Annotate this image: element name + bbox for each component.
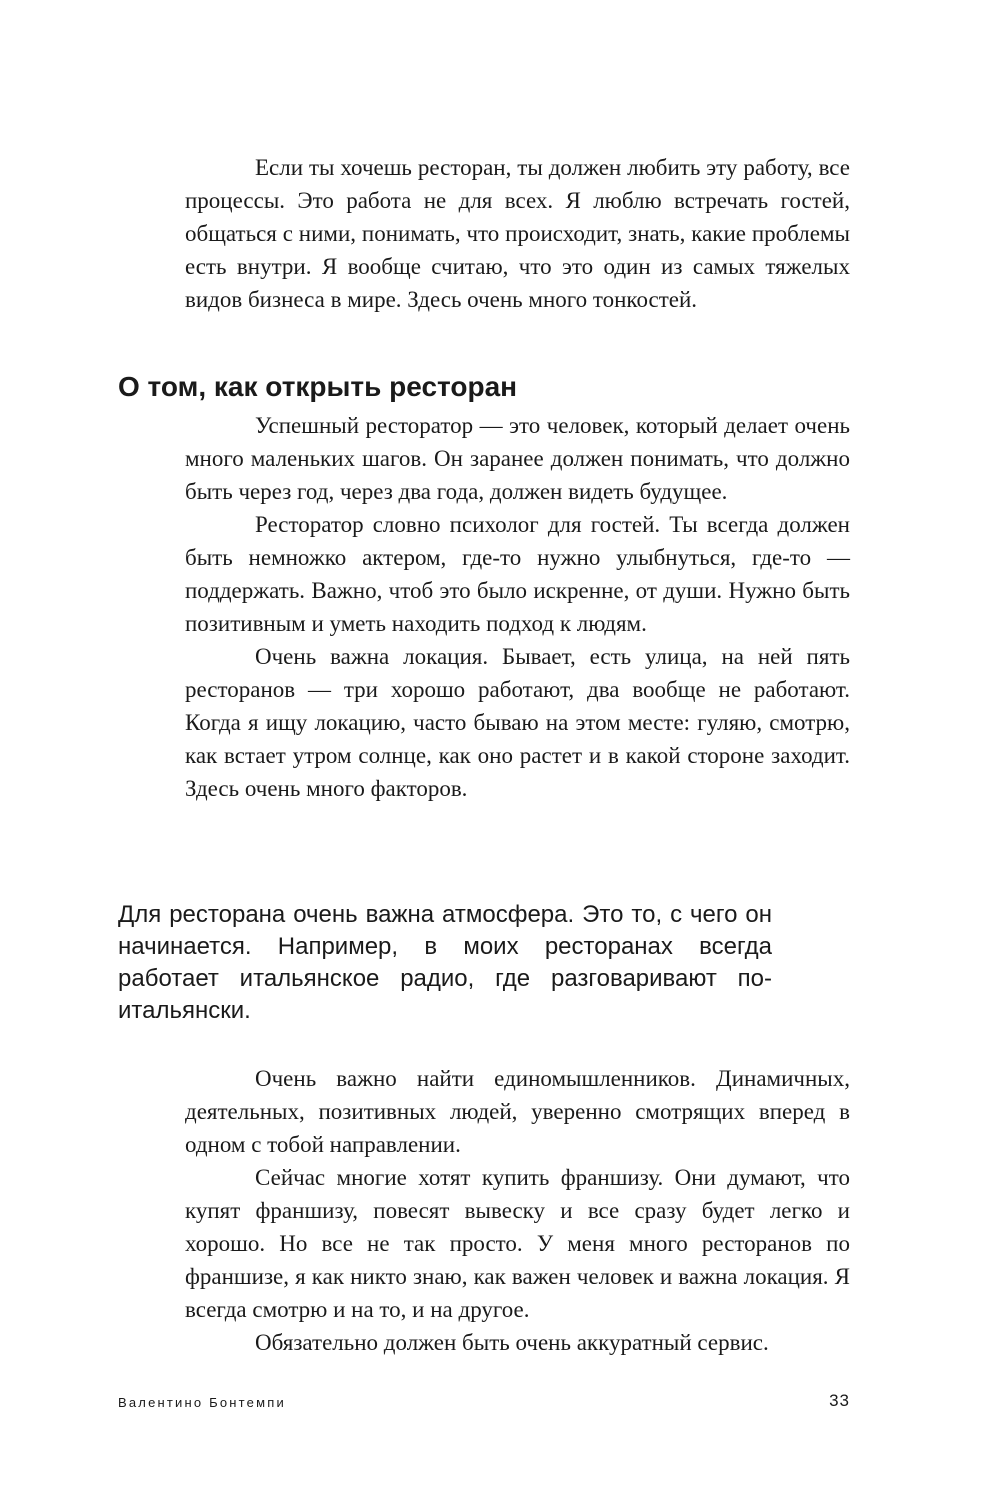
closing-paragraph-1: Очень важно найти единомышленников. Динамичных, деятельных, позитивных людей, уверенно смотрящих вперед в одном с тобой направлении. (185, 1066, 850, 1157)
pull-quote: Для ресторана очень важна атмосфера. Это то, с чего он начинается. Например, в моих ресторанах всегда работает итальянское радио, где разговаривают по-итальянски. (118, 901, 772, 1024)
intro-paragraph-1: Если ты хочешь ресторан, ты должен любить эту работу, все процессы. Это работа не для всех. Я люблю встречать гостей, общаться с ними, понимать, что происходит, знать, какие проблемы есть внутри. Я вообще считаю, что это один из самых тяжелых видов бизнеса в мире. Здесь очень много тонкостей. (185, 155, 850, 312)
section-paragraph-2: Ресторатор словно психолог для гостей. Ты всегда должен быть немножко актером, где-то нужно улыбнуться, где-то — поддержать. Важно, чтоб это было искренне, от души. Нужно быть позитивным и уметь находить подход к людям. (185, 512, 850, 636)
closing-paragraph-2: Сейчас многие хотят купить франшизу. Они думают, что купят франшизу, повесят вывеску и все сразу будет легко и хорошо. Но все не так просто. У меня много ресторанов по франшизе, я как никто знаю, как важен человек и важна локация. Я всегда смотрю и на то, и на другое. (185, 1165, 850, 1322)
section-paragraph-3: Очень важна локация. Бывает, есть улица, на ней пять ресторанов — три хорошо работают, два вообще не работают. Когда я ищу локацию, часто бываю на этом месте: гуляю, смотрю, как встает утром солнце, как оно растет и в какой стороне заходит. Здесь очень много факторов. (185, 644, 850, 801)
section-paragraph-1: Успешный ресторатор — это человек, который делает очень много маленьких шагов. Он заранее должен понимать, что должно быть через год, через два года, должен видеть будущее. (185, 413, 850, 504)
page-number: 33 (829, 1391, 850, 1410)
closing-paragraph-3: Обязательно должен быть очень аккуратный сервис. (255, 1330, 769, 1355)
section-text-block (185, 409, 850, 805)
section-heading: О том, как открыть ресторан (118, 371, 518, 402)
intro-text-block (185, 151, 850, 316)
footer-author: Валентино Бонтемпи (118, 1395, 286, 1410)
closing-text-block (185, 1062, 850, 1359)
